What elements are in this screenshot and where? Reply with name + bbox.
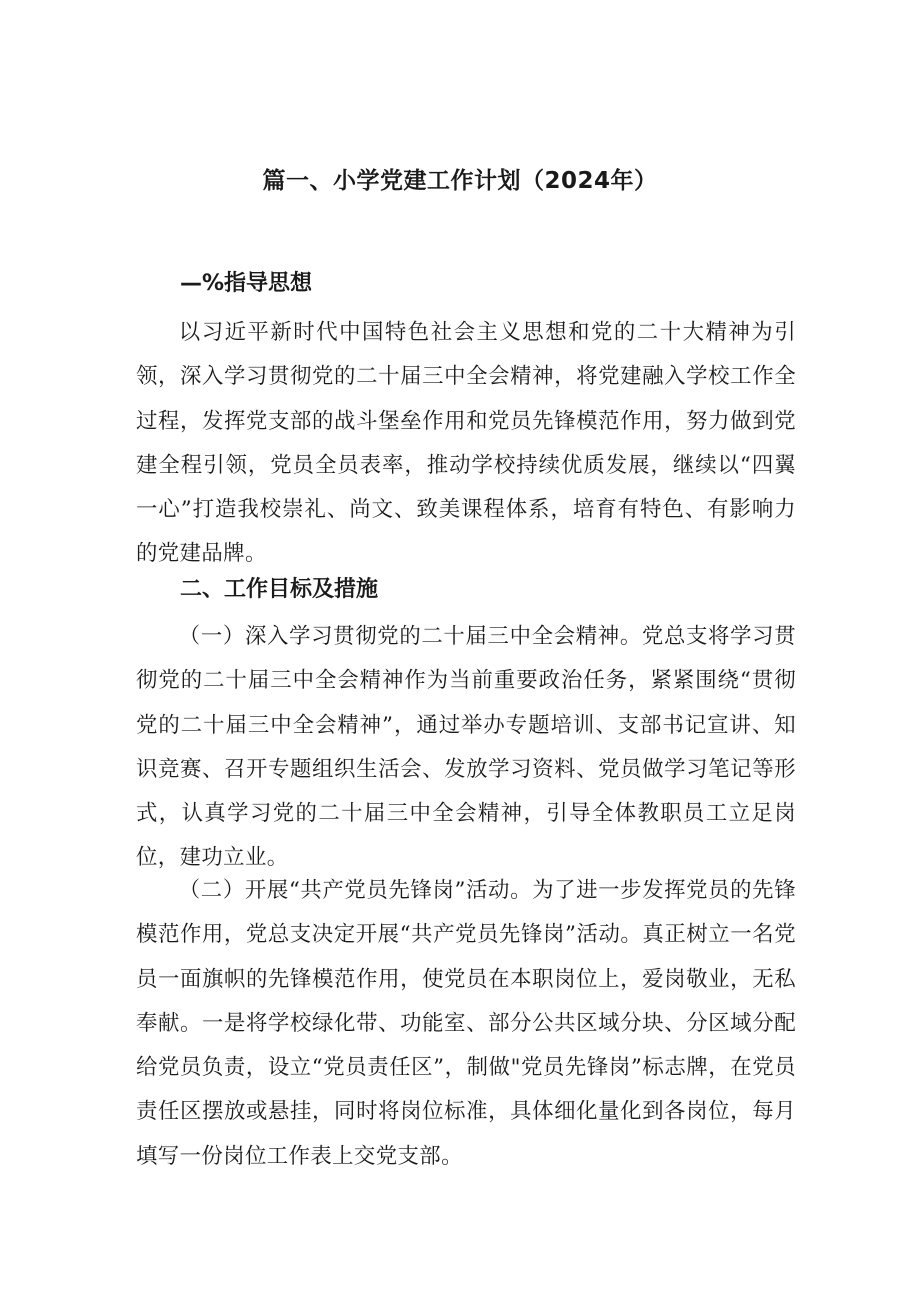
paragraph-vanguard-post-activity: （二）开展“共产党员先锋岗”活动。为了进一步发挥党员的先锋模范作用，党总支决定开展“共产党员先锋岗”活动。真正树立一名党员一面旗帜的先锋模范作用，使党员在本职岗位上，爱岗敬业，无私奉献。一是将学校绿化带、功能室、部分公共区域分块、分区域分配给党员负责，设立“党员责任区”，制做"党员先锋岗”标志牌，在党员责任区摆放或悬挂，同时将岗位标准，具体细化量化到各岗位，每月填写一份岗位工作表上交党支部。 bbox=[136, 878, 796, 1169]
paragraph-study-plenary-spirit: （一）深入学习贯彻党的二十届三中全会精神。党总支将学习贯彻党的二十届三中全会精神作为当前重要政治任务，紧紧围绕“贯彻党的二十届三中全会精神”，通过举办专题培训、支部书记宣讲、知识竞赛、召开专题组织生活会、发放学习资料、党员做学习笔记等形式，认真学习党的二十届三中全会精神，引导全体教职员工立足岗位，建功立业。 bbox=[136, 624, 796, 871]
paragraph-guiding-ideology: 以习近平新时代中国特色社会主义思想和党的二十大精神为引领，深入学习贯彻党的二十届三中全会精神，将党建融入学校工作全过程，发挥党支部的战斗堡垒作用和党员先锋模范作用，努力做到党建全程引领，党员全员表率，推动学校持续优质发展，继续以“四翼一心”打造我校崇礼、尚文、致美课程体系，培育有特色、有影响力的党建品牌。 bbox=[136, 320, 796, 567]
section-heading-goals-measures: 二、工作目标及措施 bbox=[180, 577, 379, 602]
document-title: 篇一、小学党建工作计划（2024年） bbox=[262, 168, 658, 194]
section-heading-guiding-ideology: —%指导思想 bbox=[180, 271, 313, 296]
